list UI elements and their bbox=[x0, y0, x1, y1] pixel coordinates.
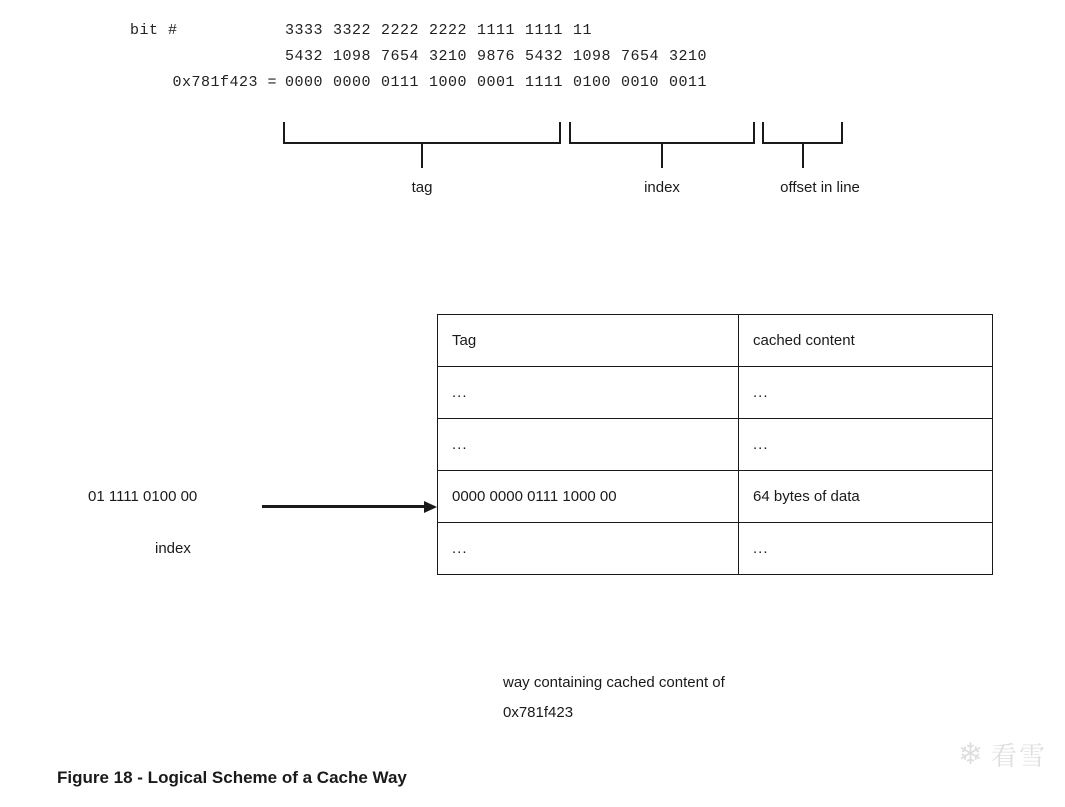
field-brackets bbox=[283, 122, 883, 196]
way-caption bbox=[503, 668, 725, 728]
table-header-row bbox=[438, 315, 993, 367]
bit-group: 0100 bbox=[573, 74, 612, 91]
offset-bracket-stem bbox=[802, 144, 804, 168]
tag-bracket bbox=[283, 122, 561, 144]
table-cell-tag: ... bbox=[438, 367, 739, 419]
index-bracket bbox=[569, 122, 755, 144]
index-bracket-stem bbox=[661, 144, 663, 168]
bit-row-label: bit # bbox=[130, 22, 178, 39]
bit-group: 3210 bbox=[429, 48, 468, 65]
table-row bbox=[438, 523, 993, 575]
bit-group bbox=[621, 22, 669, 39]
index-arrow-icon bbox=[262, 501, 437, 513]
bit-group: 1098 bbox=[573, 48, 612, 65]
bit-group: 0000 bbox=[333, 74, 372, 91]
bit-row-address bbox=[130, 74, 717, 100]
bit-group: 2222 bbox=[429, 22, 468, 39]
bit-group: 3210 bbox=[669, 48, 708, 65]
snowflake-icon: ❄ bbox=[957, 737, 983, 771]
table-cell-tag: 0000 0000 0111 1000 00 bbox=[438, 471, 739, 523]
way-caption-line2: 0x781f423 bbox=[503, 704, 574, 721]
offset-field-label: offset in line bbox=[780, 179, 860, 196]
figure-caption: Figure 18 - Logical Scheme of a Cache Way bbox=[57, 768, 407, 787]
table-cell-content: ... bbox=[739, 419, 993, 471]
bit-row-groups bbox=[285, 48, 717, 65]
watermark-text: 看雪 bbox=[990, 741, 1047, 771]
cache-way-table bbox=[437, 314, 993, 575]
bit-group: 2222 bbox=[381, 22, 420, 39]
table-cell-content: ... bbox=[739, 523, 993, 575]
bit-group: 11 bbox=[573, 22, 593, 39]
bit-group: 7654 bbox=[381, 48, 420, 65]
index-field-label: index bbox=[644, 179, 680, 196]
bit-group: 1098 bbox=[333, 48, 372, 65]
bit-group: 1000 bbox=[429, 74, 468, 91]
table-row bbox=[438, 419, 993, 471]
bit-group: 3322 bbox=[333, 22, 372, 39]
bit-row bbox=[130, 48, 717, 74]
bit-row-groups bbox=[285, 22, 717, 39]
bit-group: 0010 bbox=[621, 74, 660, 91]
bit-group: 0111 bbox=[381, 74, 420, 91]
bit-row bbox=[130, 22, 717, 48]
arrow-shaft bbox=[262, 505, 424, 508]
address-label: 0x781f423 = bbox=[172, 74, 277, 91]
tag-bracket-stem bbox=[421, 144, 423, 168]
bit-group: 3333 bbox=[285, 22, 324, 39]
bit-group: 0001 bbox=[477, 74, 516, 91]
bit-group: 1111 bbox=[525, 74, 564, 91]
index-value-text: 01 1111 0100 00 bbox=[88, 488, 198, 505]
offset-bracket bbox=[762, 122, 843, 144]
arrow-head bbox=[424, 501, 437, 513]
bit-group: 5432 bbox=[285, 48, 324, 65]
table-cell-content: 64 bytes of data bbox=[739, 471, 993, 523]
bit-group: 9876 bbox=[477, 48, 516, 65]
table-cell-tag: ... bbox=[438, 419, 739, 471]
bit-group: 0000 bbox=[285, 74, 324, 91]
bit-group: 1111 bbox=[525, 22, 564, 39]
index-pointer-label: index bbox=[155, 540, 191, 557]
tag-field-label: tag bbox=[411, 179, 433, 196]
bit-group: 7654 bbox=[621, 48, 660, 65]
table-header-tag: Tag bbox=[438, 315, 739, 367]
table-row-highlighted bbox=[438, 471, 993, 523]
way-caption-line1: way containing cached content of bbox=[503, 674, 725, 691]
bit-row-groups bbox=[285, 74, 717, 91]
bit-group: 0011 bbox=[669, 74, 708, 91]
bit-group bbox=[669, 22, 717, 39]
bit-numbering-block bbox=[130, 22, 717, 100]
watermark bbox=[958, 736, 1047, 773]
table-row bbox=[438, 367, 993, 419]
bit-group: 1111 bbox=[477, 22, 516, 39]
bit-group: 5432 bbox=[525, 48, 564, 65]
table-cell-tag: ... bbox=[438, 523, 739, 575]
table-cell-content: ... bbox=[739, 367, 993, 419]
table-header-content: cached content bbox=[739, 315, 993, 367]
